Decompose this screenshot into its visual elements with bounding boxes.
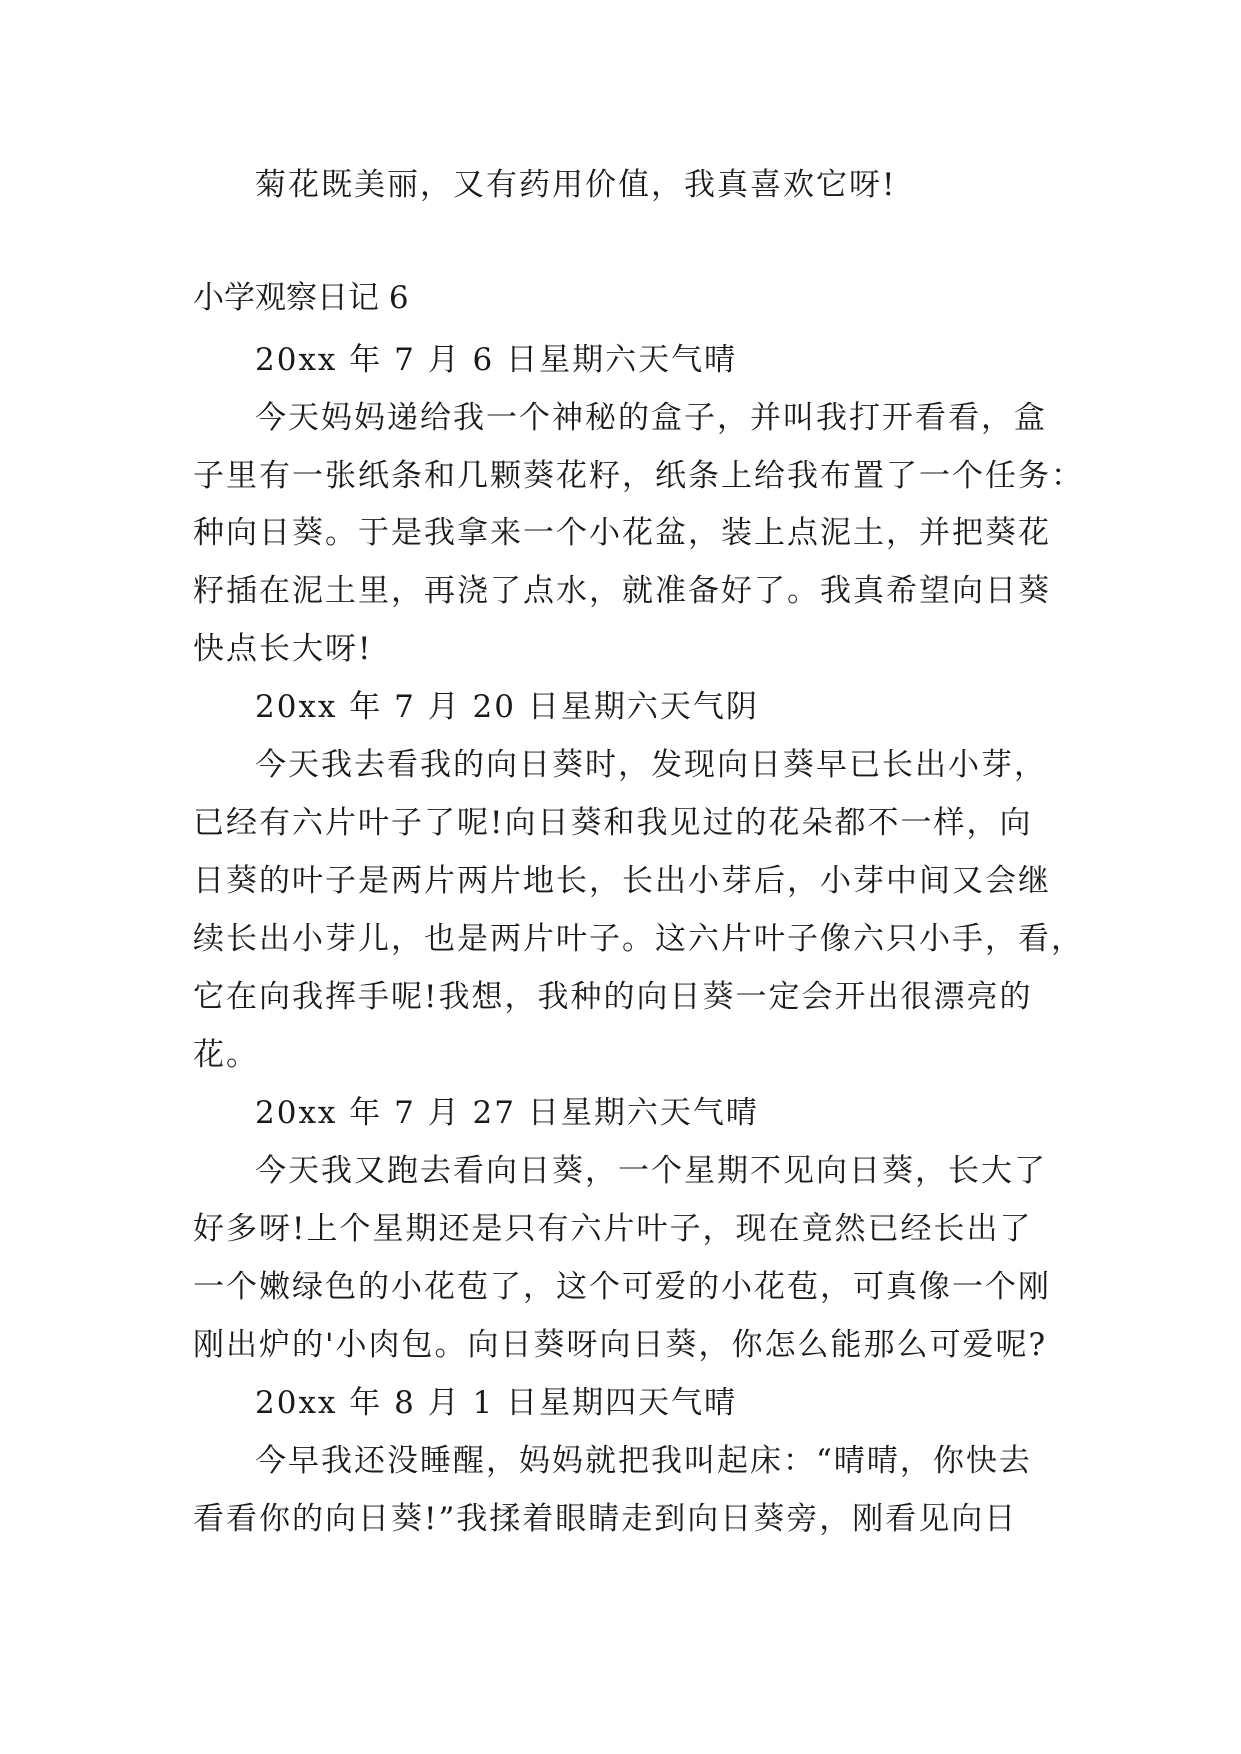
- entry-line: 今天妈妈递给我一个神秘的盒子，并叫我打开看看，盒: [255, 400, 1047, 436]
- entry-line: 今天我又跑去看向日葵，一个星期不见向日葵，长大了: [255, 1153, 1047, 1189]
- entry-date: 20xx 年 7 月 6 日星期六天气晴: [255, 342, 738, 378]
- entry-line: 花。: [193, 1037, 259, 1073]
- entry-line: 已经有六片叶子了呢!向日葵和我见过的花朵都不一样，向: [193, 805, 1033, 841]
- entry-line: 续长出小芽儿，也是两片叶子。这六片叶子像六只小手，看，: [193, 921, 1084, 957]
- entry-line: 好多呀!上个星期还是只有六片叶子，现在竟然已经长出了: [193, 1211, 1033, 1247]
- intro-line: 菊花既美丽，又有药用价值，我真喜欢它呀!: [255, 167, 897, 203]
- entry-line: 日葵的叶子是两片两片地长，长出小芽后，小芽中间又会继: [193, 863, 1051, 899]
- entry-line: 刚出炉的'小肉包。向日葵呀向日葵，你怎么能那么可爱呢?: [193, 1327, 1048, 1363]
- entry-line: 种向日葵。于是我拿来一个小花盆，装上点泥土，并把葵花: [193, 515, 1051, 551]
- entry-line: 快点长大呀!: [193, 631, 373, 667]
- section-title: 小学观察日记 6: [193, 280, 409, 316]
- entry-line: 看看你的向日葵!”我揉着眼睛走到向日葵旁，刚看见向日: [193, 1501, 1018, 1537]
- entry-line: 它在向我挥手呢!我想，我种的向日葵一定会开出很漂亮的: [193, 979, 1033, 1015]
- entry-line: 籽插在泥土里，再浇了点水，就准备好了。我真希望向日葵: [193, 573, 1051, 609]
- entry-line: 子里有一张纸条和几颗葵花籽，纸条上给我布置了一个任务：: [193, 458, 1084, 494]
- entry-line: 今早我还没睡醒，妈妈就把我叫起床：“晴晴，你快去: [255, 1443, 1032, 1479]
- entry-date: 20xx 年 8 月 1 日星期四天气晴: [255, 1385, 738, 1421]
- entry-date: 20xx 年 7 月 20 日星期六天气阴: [255, 689, 759, 725]
- entry-line: 今天我去看我的向日葵时，发现向日葵早已长出小芽，: [255, 747, 1047, 783]
- entry-date: 20xx 年 7 月 27 日星期六天气晴: [255, 1095, 759, 1131]
- entry-line: 一个嫩绿色的小花苞了，这个可爱的小花苞，可真像一个刚: [193, 1269, 1051, 1305]
